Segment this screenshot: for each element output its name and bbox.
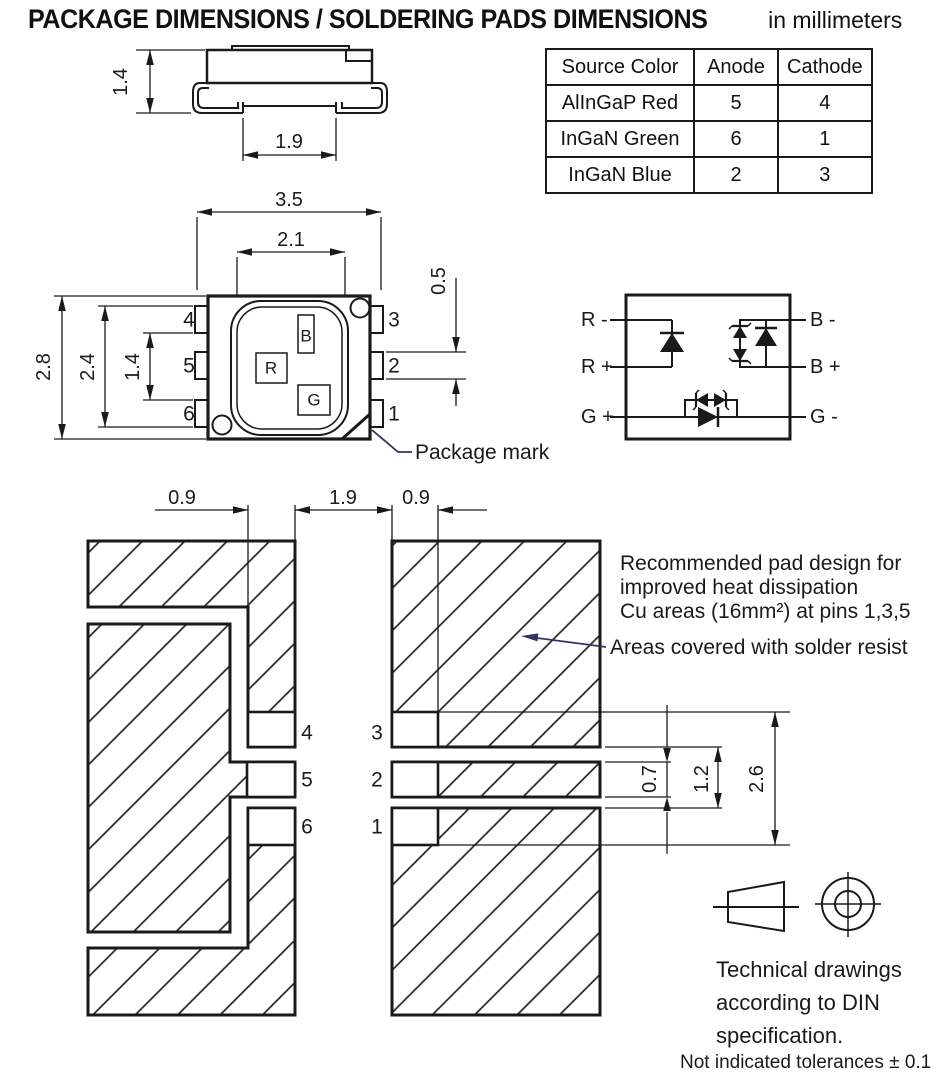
din-note-line3: specification. (716, 1023, 844, 1048)
terminal-g-plus: G + (581, 406, 614, 428)
pad-label-5: 5 (301, 768, 313, 792)
pin-label-6: 6 (183, 402, 195, 426)
pin-label-5: 5 (183, 354, 195, 378)
page-title (28, 4, 902, 35)
cell-cathode: 1 (778, 121, 872, 157)
pad-1 (392, 808, 438, 845)
dim-arrows (146, 50, 336, 159)
dim-pitch-label: 1.2 (691, 765, 713, 793)
cell-cathode: 4 (778, 85, 872, 121)
pad-2 (392, 762, 438, 797)
din-note-line2: according to DIN (716, 990, 880, 1015)
pad-6 (248, 808, 295, 845)
col-header-anode: Anode (694, 49, 778, 85)
package-side-body (207, 46, 372, 113)
dim-height-label: 1.4 (110, 68, 132, 96)
blue-led-symbol (755, 328, 777, 346)
pad-3 (392, 712, 438, 747)
cell-color: InGaN Green (546, 121, 694, 157)
terminal-r-plus: R + (581, 356, 613, 378)
pad-layout-drawing (55, 480, 950, 1076)
dim-height-label: 2.8 (33, 353, 55, 381)
solder-resist-note: Areas covered with solder resist (610, 636, 908, 659)
cell-cathode: 3 (778, 157, 872, 193)
din-note-line1: Technical drawings (716, 957, 902, 982)
dim-pin-span-label: 2.4 (77, 353, 99, 381)
chip-label-green: G (307, 390, 321, 410)
cell-anode: 6 (694, 121, 778, 157)
pad-label-3: 3 (371, 721, 383, 745)
pin-label-2: 2 (388, 354, 400, 378)
pad-note-line2: improved heat dissipation (620, 576, 859, 599)
package-mark-label: Package mark (415, 441, 550, 464)
dim-pad-w-left-label: 0.9 (168, 487, 196, 509)
page-title-unit: in millimeters (768, 7, 903, 33)
pad-4 (248, 712, 295, 747)
cell-color: InGaN Blue (546, 157, 694, 193)
chip-label-blue: B (300, 326, 312, 346)
cell-anode: 2 (694, 157, 778, 193)
dim-cavity-label: 2.1 (277, 229, 305, 251)
dim-pin-pitch-label: 1.4 (122, 353, 144, 381)
side-view-drawing (100, 40, 400, 180)
terminal-g-minus: G - (810, 406, 838, 428)
chip-label-red: R (264, 358, 278, 378)
pad-label-1: 1 (371, 815, 383, 839)
dim-span-label: 2.6 (746, 765, 768, 793)
cell-color: AlInGaP Red (546, 85, 694, 121)
green-led-symbol (698, 407, 718, 427)
table-row (546, 121, 872, 157)
pin-label-3: 3 (388, 308, 400, 332)
tolerance-note: Not indicated tolerances ± 0.1 (680, 1052, 932, 1073)
table-header-row (546, 49, 872, 85)
package-pins (195, 306, 383, 427)
pad-note-line3: Cu areas (16mm²) at pins 1,3,5 (620, 600, 911, 623)
red-led-symbol (660, 333, 684, 352)
pin-label-4: 4 (183, 308, 195, 332)
top-view-drawing (28, 190, 558, 480)
pad-label-6: 6 (301, 815, 313, 839)
dim-gap-label: 1.9 (329, 487, 357, 509)
dim-lines (54, 212, 466, 439)
terminal-r-minus: R - (581, 309, 608, 331)
dim-lines-height (136, 50, 205, 113)
copper-areas (88, 541, 600, 1015)
package-mark-leader (372, 430, 412, 452)
pad-5 (247, 762, 295, 797)
dim-pad-w-right-label: 0.9 (402, 487, 430, 509)
dim-pad-h-label: 0.7 (639, 765, 661, 793)
din-projection-symbols (713, 872, 881, 937)
solder-pads (247, 712, 438, 845)
cell-anode: 5 (694, 85, 778, 121)
col-header-source-color: Source Color (546, 49, 694, 85)
pin-label-1: 1 (388, 402, 400, 426)
dim-pin-width-label: 0.5 (428, 267, 450, 295)
mold-gate-mark-bottom (213, 416, 232, 435)
terminal-b-minus: B - (810, 309, 836, 331)
pad-label-4: 4 (301, 721, 313, 745)
mold-gate-mark-top (351, 299, 370, 318)
package-side-leads (193, 83, 387, 113)
dim-lead-span-label: 1.9 (275, 131, 303, 153)
circuit-schematic (565, 280, 865, 455)
pad-note-line1: Recommended pad design for (620, 552, 902, 575)
terminal-b-plus: B + (810, 356, 841, 378)
col-header-cathode: Cathode (778, 49, 872, 85)
page-title-text: PACKAGE DIMENSIONS / SOLDERING PADS DIMENSIONS (28, 4, 708, 34)
pad-label-2: 2 (371, 768, 383, 792)
dim-width-label: 3.5 (275, 190, 303, 211)
table-row (546, 157, 872, 193)
pinout-table (545, 48, 873, 194)
table-row (546, 85, 872, 121)
